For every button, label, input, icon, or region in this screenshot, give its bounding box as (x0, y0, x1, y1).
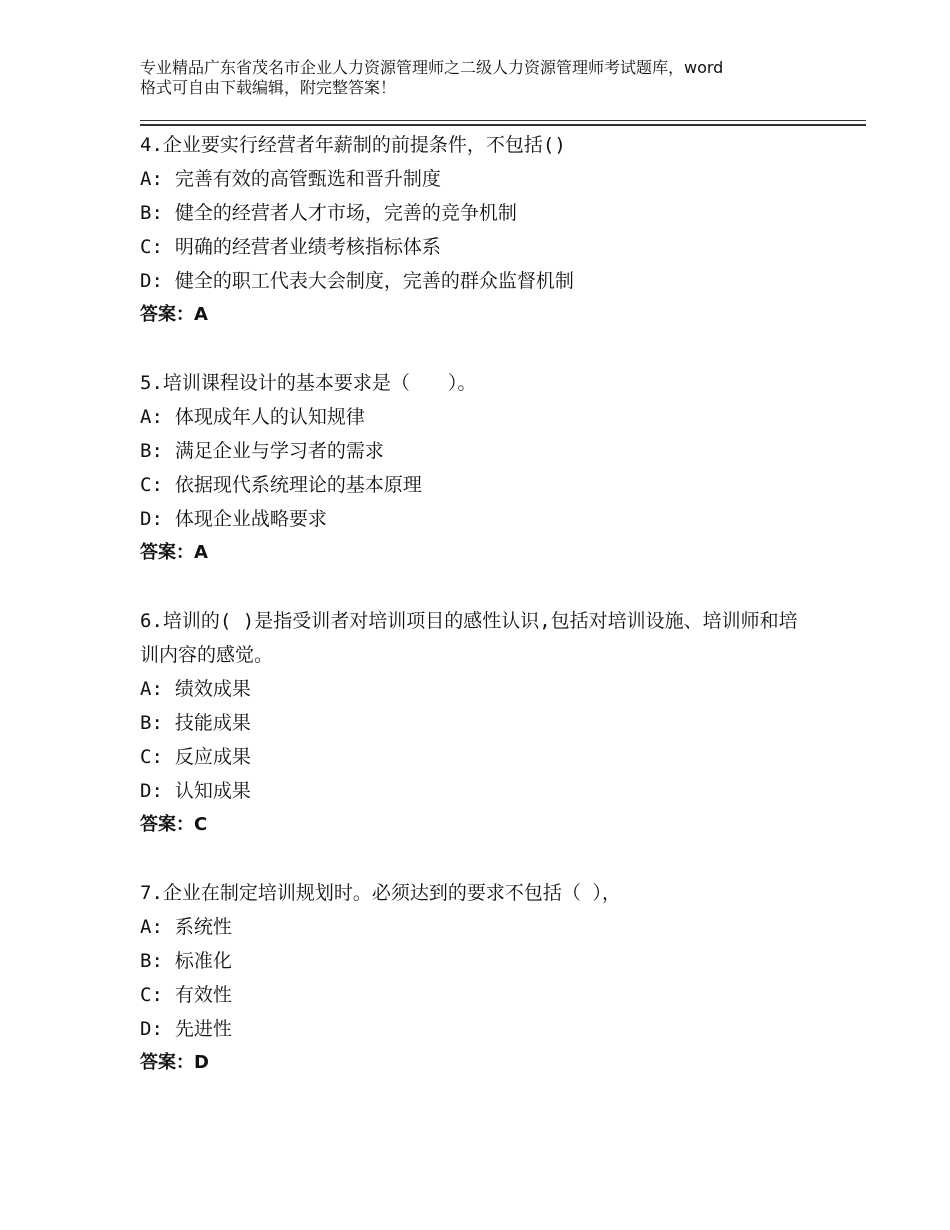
question-title: 5.培训课程设计的基本要求是（ ）。 (140, 372, 477, 394)
option-key: B: (140, 202, 163, 224)
option-d (140, 1012, 840, 1046)
header-divider-thin (140, 120, 866, 121)
option-c (140, 740, 840, 774)
option-text: 认知成果 (174, 780, 251, 802)
option-text: 体现企业战略要求 (174, 508, 327, 530)
option-key: C: (140, 474, 163, 496)
option-text: 依据现代系统理论的基本原理 (174, 474, 422, 496)
option-key: C: (140, 236, 163, 258)
option-a (140, 162, 840, 196)
option-text: 体现成年人的认知规律 (174, 406, 365, 428)
option-key: B: (140, 712, 163, 734)
option-text: 绩效成果 (174, 678, 251, 700)
option-key: D: (140, 1018, 163, 1040)
option-c (140, 230, 840, 264)
option-text: 明确的经营者业绩考核指标体系 (174, 236, 441, 258)
option-text: 健全的经营者人才市场，完善的竞争机制 (174, 202, 517, 224)
option-b (140, 196, 840, 230)
question-list (140, 128, 840, 1080)
header-divider-thick (140, 124, 866, 126)
option-a (140, 400, 840, 434)
option-b (140, 944, 840, 978)
option-text: 先进性 (174, 1018, 232, 1040)
option-key: A: (140, 916, 163, 938)
option-text: 健全的职工代表大会制度，完善的群众监督机制 (174, 270, 574, 292)
question-title: 6.培训的( )是指受训者对培训项目的感性认识,包括对培训设施、培训师和培训内容的感觉。 (140, 610, 798, 666)
option-text: 技能成果 (174, 712, 251, 734)
question-5 (140, 366, 840, 570)
option-key: C: (140, 746, 163, 768)
question-title: 4.企业要实行经营者年薪制的前提条件，不包括() (140, 134, 566, 156)
document-header (140, 58, 840, 98)
option-d (140, 264, 840, 298)
question-4 (140, 128, 840, 332)
option-c (140, 468, 840, 502)
option-b (140, 434, 840, 468)
question-title: 7.企业在制定培训规划时。必须达到的要求不包括（ ）， (140, 882, 621, 904)
option-text: 满足企业与学习者的需求 (174, 440, 384, 462)
answer-line: 答案：D (140, 1052, 209, 1073)
answer-line: 答案：A (140, 304, 208, 325)
header-line-1: 专业精品广东省茂名市企业人力资源管理师之二级人力资源管理师考试题库，word (140, 58, 724, 77)
option-a (140, 672, 840, 706)
option-text: 完善有效的高管甄选和晋升制度 (174, 168, 441, 190)
option-key: D: (140, 780, 163, 802)
option-key: A: (140, 406, 163, 428)
question-6 (140, 604, 840, 842)
question-7 (140, 876, 840, 1080)
option-d (140, 502, 840, 536)
option-key: A: (140, 168, 163, 190)
option-text: 标准化 (174, 950, 232, 972)
option-key: C: (140, 984, 163, 1006)
option-text: 有效性 (174, 984, 232, 1006)
option-key: B: (140, 440, 163, 462)
option-text: 系统性 (174, 916, 232, 938)
option-key: D: (140, 508, 163, 530)
option-b (140, 706, 840, 740)
option-text: 反应成果 (174, 746, 251, 768)
answer-line: 答案：C (140, 814, 208, 835)
option-key: B: (140, 950, 163, 972)
answer-line: 答案：A (140, 542, 208, 563)
option-a (140, 910, 840, 944)
header-line-2: 格式可自由下载编辑，附完整答案！ (140, 78, 397, 97)
option-key: A: (140, 678, 163, 700)
option-c (140, 978, 840, 1012)
option-key: D: (140, 270, 163, 292)
option-d (140, 774, 840, 808)
